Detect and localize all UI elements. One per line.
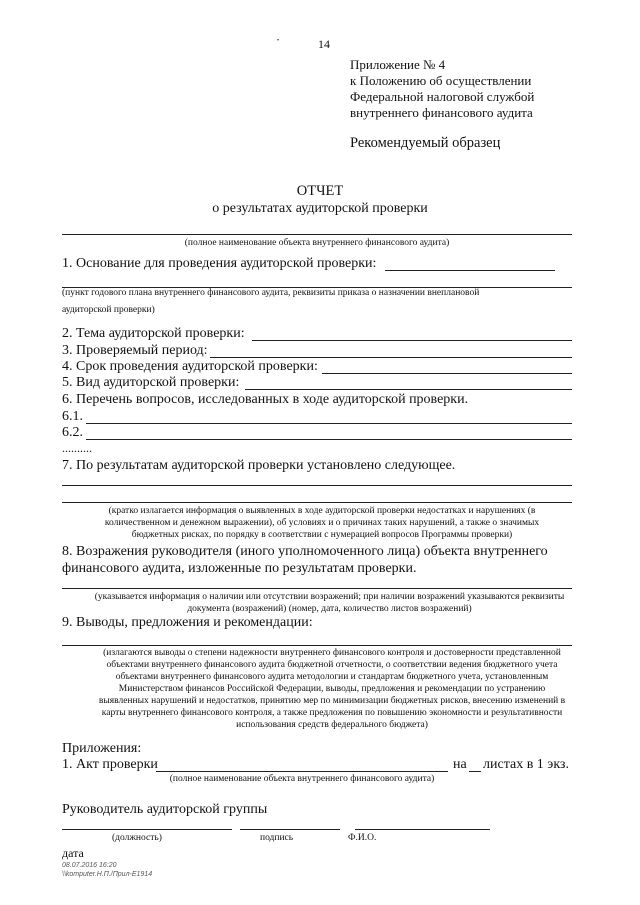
caption: (излагаются выводы о степени надежности внутреннего финансового контроля и достоверности представленной [103, 648, 561, 658]
page-number: 14 [318, 37, 330, 51]
attachment-act: 1. Акт проверки [62, 757, 158, 772]
caption: бюджетных рисках, по порядку в соответствии с нумерацией вопросов Программы проверки) [131, 530, 513, 540]
item-1-basis: 1. Основание для проведения аудиторской проверки: [62, 256, 377, 271]
fill-line [322, 373, 572, 374]
item-2-topic: 2. Тема аудиторской проверки: [62, 326, 245, 341]
caption: Министерством финансов Российской Федерации, выводы, предложения и рекомендации по устранению [118, 684, 546, 694]
signature-line [240, 829, 340, 830]
fill-line [245, 389, 572, 390]
appendix-line: Приложение № 4 [350, 57, 446, 72]
caption: карты внутреннего финансового контроля, а также предложения по повышению экономности и результативности [101, 708, 563, 718]
attachment-sheets: листах в 1 экз. [483, 757, 569, 772]
caption: выявленных нарушений и недостатков, принятию мер по минимизации бюджетных рисков, внесению изменений в [98, 696, 566, 706]
fill-line [86, 423, 572, 424]
fill-line [385, 270, 555, 271]
fill-line [252, 340, 572, 341]
caption: использования средств федерального бюджета) [236, 720, 428, 730]
item-9-conclusions: 9. Выводы, предложения и рекомендации: [62, 615, 313, 630]
file-stamp-time: 08.07.2016 16:20 [62, 862, 117, 869]
fill-line [86, 439, 572, 440]
fill-line [156, 771, 448, 772]
sheets-count-line [469, 771, 481, 772]
object-name-line [62, 234, 572, 235]
item-4-term: 4. Срок проведения аудиторской проверки: [62, 359, 318, 374]
item-6-2: 6.2. [62, 425, 83, 440]
caption: (полное наименование объекта внутреннего финансового аудита) [169, 774, 435, 784]
caption: аудиторской проверки) [62, 305, 155, 315]
fill-line [210, 357, 572, 358]
appendix-line: к Положению об осуществлении [350, 73, 532, 88]
position-caption: (должность) [112, 833, 162, 843]
fill-line [62, 485, 572, 486]
position-line [62, 829, 232, 830]
caption: (полное наименование объекта внутреннего финансового аудита) [184, 238, 450, 248]
dots: .......... [62, 441, 92, 455]
appendix-line: Федеральной налоговой службой [350, 89, 535, 104]
attachment-on: на [453, 757, 467, 772]
item-8-objections: финансового аудита, изложенные по результатам проверки. [62, 561, 417, 576]
report-subtitle: о результатах аудиторской проверки [212, 201, 428, 216]
caption: документа (возражений) (номер, дата, количество листов возражений) [187, 604, 472, 614]
caption: (указывается информация о наличии или отсутствии возражений; при наличии возражений указываются реквизиты [94, 592, 565, 602]
caption: количественном и денежном выражении), об условиях и о причинах таких нарушений, а также о значимых [104, 518, 540, 528]
recommended-sample: Рекомендуемый образец [350, 135, 501, 151]
attachments-title: Приложения: [62, 741, 142, 756]
fio-caption: Ф.И.О. [348, 833, 377, 843]
caption: объектами внутреннего финансового аудита бюджетной отчетности, о соответствии ведения бюджетного учета [106, 660, 558, 670]
item-6-1: 6.1. [62, 409, 83, 424]
date-caption: дата [62, 846, 84, 860]
name-line [355, 829, 490, 830]
signature-caption: подпись [260, 833, 294, 843]
item-3-period: 3. Проверяемый период: [62, 343, 208, 358]
caption: (кратко излагается информация о выявленных в ходе аудиторской проверки недостатках и нарушениях (в [108, 506, 536, 516]
caption: объектами внутреннего финансового аудита методологии и стандартам бюджетного учета, установленным [115, 672, 549, 682]
item-7-findings: 7. По результатам аудиторской проверки установлено следующее. [62, 458, 456, 473]
caption: (пункт годового плана внутреннего финансового аудита, реквизиты приказа о назначении внеплановой [62, 288, 480, 298]
appendix-line: внутреннего финансового аудита [350, 105, 533, 120]
report-title: ОТЧЕТ [296, 183, 344, 199]
item-6-questions: 6. Перечень вопросов, исследованных в ходе аудиторской проверки. [62, 392, 469, 407]
group-head-label: Руководитель аудиторской группы [62, 802, 268, 817]
fill-line [62, 588, 572, 589]
file-stamp-path: \\komputer.Н.П./Прил-Е1914 [62, 871, 153, 878]
fill-line [62, 502, 572, 503]
item-5-kind: 5. Вид аудиторской проверки: [62, 375, 240, 390]
item-8-objections: 8. Возражения руководителя (иного уполномоченного лица) объекта внутреннего [62, 544, 548, 559]
dot-mark: • [277, 38, 280, 44]
fill-line [62, 645, 572, 646]
